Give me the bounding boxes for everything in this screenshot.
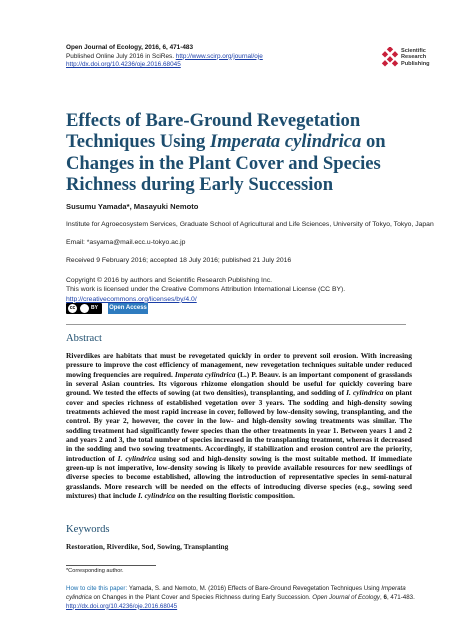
abstract-s3: on plant cover and species richness of established vegetation over 3 years. The sodding and high-density sowing treatments achieved the most rapid increase in cover, followed by low-density sowing, transplanting, and the control. By year 2, however, the cover in the low- and high-density sowing treatments was similar. The sodding treatment had significantly fewer species than the other treatments in year 1. Between years 1 and 2 and years 2 and 3, the total number of species increased in the transplanting treatment, whereas it decreased in the sodding and two sowing treatments. Accordingly, if stabilization and erosion control are the priority, introduction of — [66, 388, 413, 463]
title-species: Imperata cylindrica — [209, 131, 362, 153]
abstract-text — [66, 351, 412, 501]
citation-t3: , — [380, 593, 384, 601]
abstract-s4: using sod and high-density sowing is the most suitable method. If immediate green-up is not imperative, low-density sowing is likely to provide available resources for new seedlings of diverse species to become established, allowing the introduction of representative species in semi-natural grasslands. More research will be needed on the effects of introducing diverse species (e.g., sowing seed mixtures) that include — [66, 453, 413, 501]
person-icon — [80, 304, 89, 313]
citation-label: How to cite this paper: — [66, 585, 129, 592]
open-access-badge[interactable]: Open Access — [108, 303, 148, 314]
abstract-s2: (L.) P. Beauv. is an important component of grasslands in several Asian countries. Its vigorous rhizome elongation should be useful for quickly covering bare ground. We tested the effects of sowing (at two densities), transplanting, and sodding of — [66, 369, 412, 398]
citation-doi-link[interactable]: http://dx.doi.org/10.4236/oje.2016.68045 — [66, 602, 178, 610]
citation-block — [66, 585, 432, 611]
abstract-s1: Riverdikes are habitats that must be revegetated quickly in order to prevent soil erosion. With increasing pressure to improve the cost efficiency of management, new revegetation techniques suitable under reduced mowing frequencies are required. — [66, 351, 412, 379]
copyright-block — [66, 276, 436, 304]
citation-t2: on Changes in the Plant Cover and Species Richness during Early Succession. — [91, 593, 313, 601]
published-line — [66, 53, 366, 62]
publisher-line-2: Research — [401, 54, 427, 61]
title-part-1: Effects of Bare-Ground Revegetation Techniques Using — [66, 110, 361, 153]
abstract-species-1: Imperata cylindrica — [174, 369, 236, 379]
section-divider — [66, 324, 406, 325]
citation-journal: Open Journal of Ecology — [312, 593, 381, 601]
copyright-line: Copyright © 2016 by authors and Scientific Research Publishing Inc. — [66, 277, 273, 284]
abstract-species-2: I. cylindrica — [346, 388, 384, 398]
abstract-s5: on the resulting floristic composition. — [175, 491, 295, 501]
scirp-diamond-logo-icon — [380, 47, 400, 67]
citation-t1: Yamada, S. and Nemoto, M. (2016) Effects of Bare-Ground Revegetation Techniques Using — [128, 585, 382, 592]
license-line: This work is licensed under the Creative Commons Attribution International License (CC BY). — [66, 286, 346, 294]
published-prefix: Published Online July 2016 in SciRes. — [66, 52, 176, 60]
corresponding-author-footnote: *Corresponding author. — [66, 568, 124, 574]
journal-citation: Open Journal of Ecology, 2016, 6, 471-483 — [66, 44, 194, 51]
journal-header — [66, 44, 366, 70]
cc-icon: cc — [69, 305, 76, 311]
publisher-line-1: Scientific — [401, 48, 426, 54]
journal-url-link[interactable]: http://www.scirp.org/journal/oje — [175, 52, 263, 60]
abstract-species-4: I. cylindrica — [137, 491, 176, 501]
abstract-species-3: I. cylindrica — [117, 453, 156, 463]
keywords-list: Restoration, Riverdike, Sod, Sowing, Transplanting — [66, 542, 229, 551]
doi-line — [66, 61, 366, 70]
cc-by-badge[interactable] — [66, 303, 102, 314]
by-label: BY — [91, 305, 98, 311]
publisher-line-3: Publishing — [401, 60, 430, 67]
affiliation: Institute for Agroecosystem Services, Graduate School of Agricultural and Life Sciences, University of Tokyo, Tokyo, Japan — [66, 221, 434, 228]
publisher-logo — [380, 47, 460, 69]
paper-title — [66, 110, 426, 196]
email: Email: *asyama@mail.ecc.u-tokyo.ac.jp — [66, 239, 186, 246]
license-url-link[interactable]: http://creativecommons.org/licenses/by/4.0/ — [66, 295, 197, 303]
keywords-heading: Keywords — [66, 524, 110, 535]
citation-species: Imperata cylindrica — [66, 585, 406, 601]
authors: Susumu Yamada*, Masayuki Nemoto — [66, 202, 199, 211]
citation-volume: 6 — [383, 593, 387, 601]
footnote-divider — [66, 565, 156, 566]
publication-dates: Received 9 February 2016; accepted 18 July 2016; published 21 July 2016 — [66, 257, 292, 264]
abstract-heading: Abstract — [66, 333, 102, 344]
citation-t4: , 471-483. — [386, 593, 415, 601]
doi-link[interactable]: http://dx.doi.org/10.4236/oje.2016.68045 — [66, 61, 181, 69]
publisher-name — [401, 48, 430, 67]
title-part-2: on Changes in the Plant Cover and Species Richness during Early Succession — [66, 131, 386, 196]
